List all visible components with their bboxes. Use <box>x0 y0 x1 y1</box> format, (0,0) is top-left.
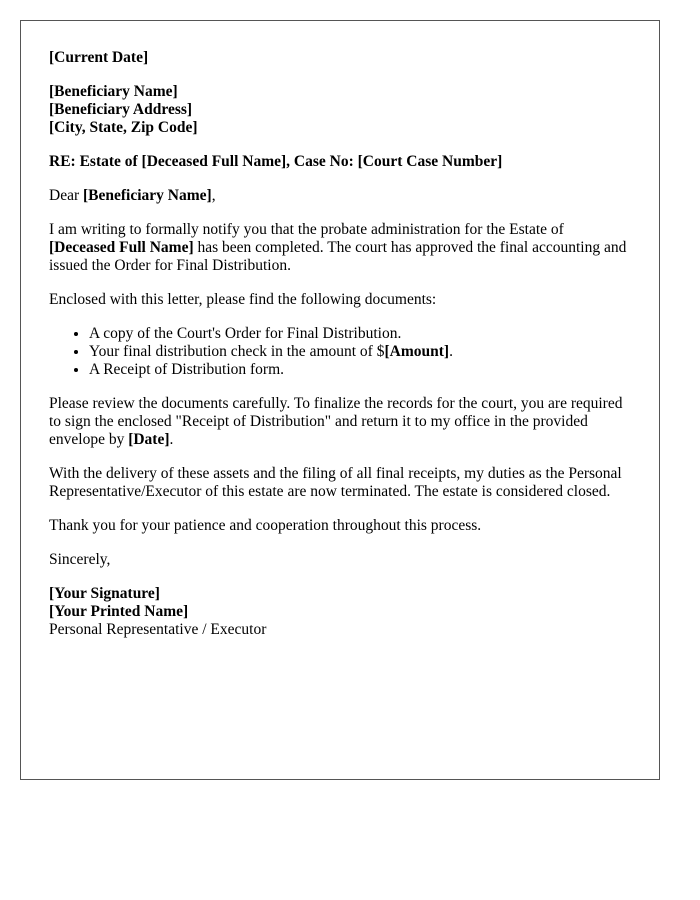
signature-block <box>49 585 629 639</box>
paragraph-instructions-text-after: . <box>169 431 174 448</box>
recipient-city-state-zip: [City, State, Zip Code] <box>49 119 198 136</box>
paragraph-notification-text-before: I am writing to formally notify you that the probate administration for the Estate of <box>49 221 564 238</box>
paragraph-enclosures-intro: Enclosed with this letter, please find the following documents: <box>49 291 437 308</box>
paragraph-instructions <box>49 395 629 449</box>
enclosure-item-check-text: Your final distribution check in the amount of $ <box>89 343 385 360</box>
subject-line: RE: Estate of [Deceased Full Name], Case No: [Court Case Number] <box>49 153 503 170</box>
signature: [Your Signature] <box>49 585 160 602</box>
enclosure-item-check <box>89 343 629 361</box>
deceased-name: [Deceased Full Name] <box>49 239 194 256</box>
current-date: [Current Date] <box>49 49 149 66</box>
letter-page <box>20 20 660 780</box>
distribution-amount: [Amount] <box>384 343 450 360</box>
paragraph-notification <box>49 221 629 275</box>
enclosure-item-order: • A copy of the Court's Order for Final Distribution. <box>89 325 629 343</box>
salutation-suffix: , <box>211 187 216 204</box>
salutation-prefix: Dear <box>49 187 83 204</box>
letter-body <box>49 49 629 639</box>
recipient-name: [Beneficiary Name] <box>49 83 178 100</box>
recipient-address-block <box>49 83 629 137</box>
signer-title: Personal Representative / Executor <box>49 621 267 638</box>
paragraph-termination: With the delivery of these assets and the filing of all final receipts, my duties as the Personal Representative/Executor of this estate are now terminated. The estate is considered closed. <box>49 465 622 500</box>
printed-name: [Your Printed Name] <box>49 603 189 620</box>
salutation <box>49 187 629 205</box>
paragraph-notification-text-after: has been completed. The court has approved the final accounting and issued the Order for Final Distribution. <box>49 239 627 274</box>
paragraph-thanks: Thank you for your patience and cooperation throughout this process. <box>49 517 482 534</box>
closing: Sincerely, <box>49 551 111 568</box>
paragraph-instructions-text-before: Please review the documents carefully. To finalize the records for the court, you are required to sign the enclosed "Receipt of Distribution" and return it to my office in the provided envelope by <box>49 395 623 448</box>
enclosure-item-receipt: • A Receipt of Distribution form. <box>89 361 629 379</box>
enclosure-item-check-period: . <box>449 343 453 360</box>
salutation-name: [Beneficiary Name] <box>83 187 212 204</box>
return-date: [Date] <box>128 431 170 448</box>
recipient-address: [Beneficiary Address] <box>49 101 193 118</box>
enclosures-list <box>49 325 629 379</box>
